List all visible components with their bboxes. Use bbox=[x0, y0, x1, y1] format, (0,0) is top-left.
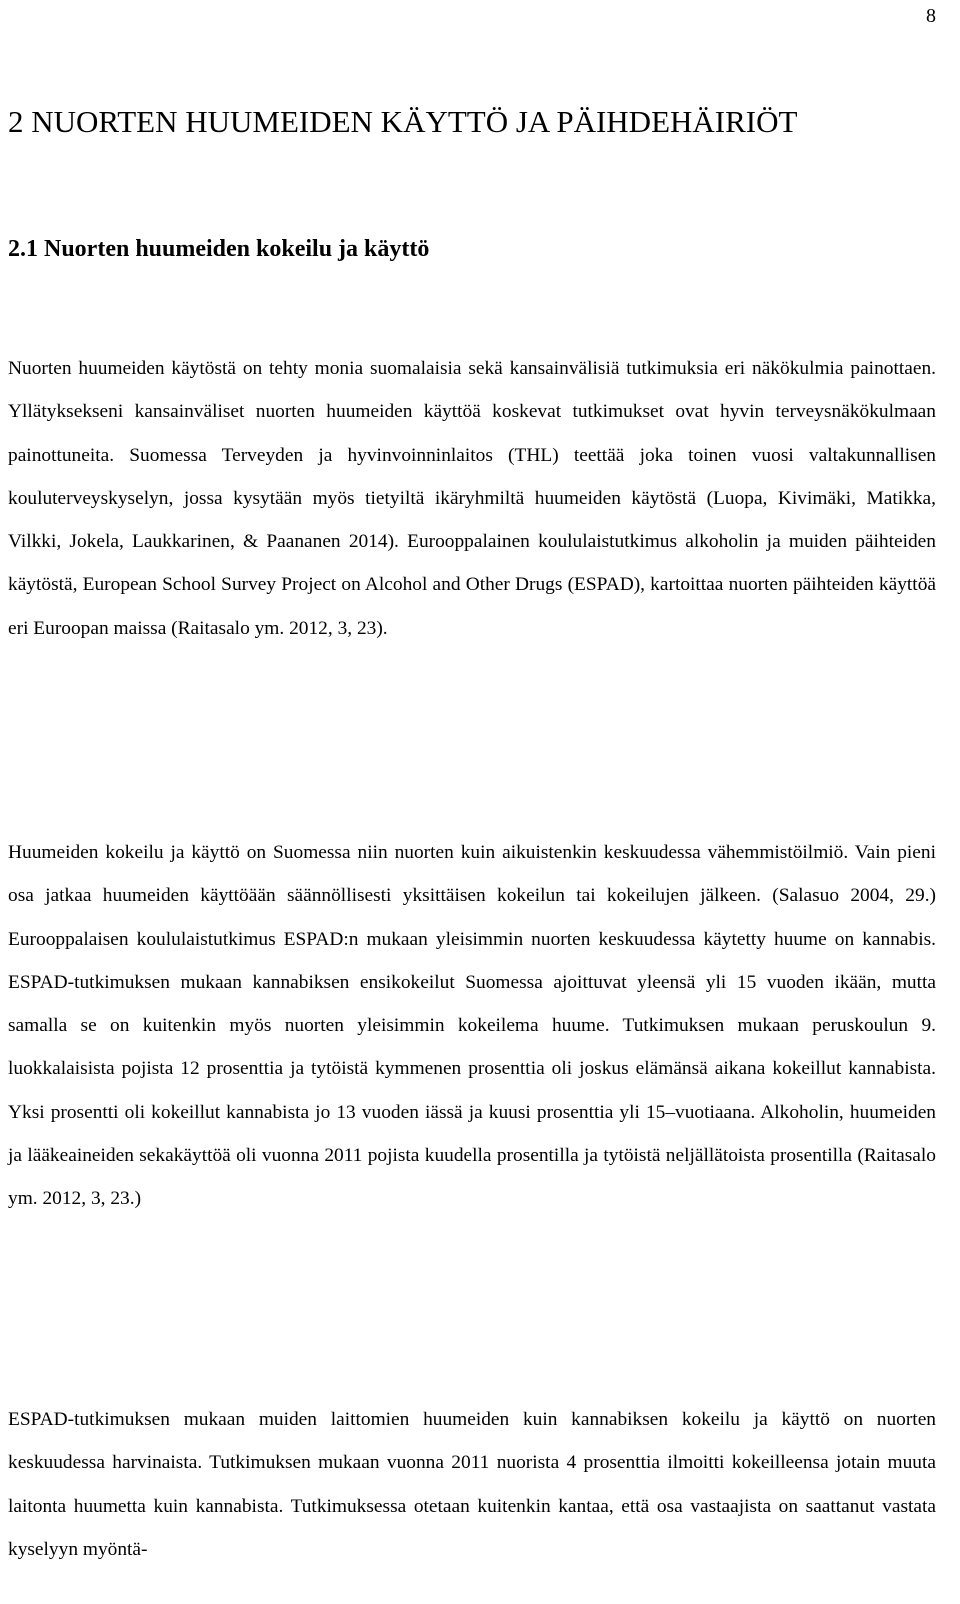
body-paragraph-1: Nuorten huumeiden käytöstä on tehty monia suomalaisia sekä kansainvälisiä tutkimuksia eri näkökulmia painottaen. Yllätyksekseni kansainväliset nuorten huumeiden käyttöä koskevat tutkimukset ovat hyvin terveysnäkökulmaan painottuneita. Suomessa Terveyden ja hyvinvoinninlaitos (THL) teettää joka toinen vuosi valtakunnallisen kouluterveyskyselyn, jossa kysytään myös tietyiltä ikäryhmiltä huumeiden käytöstä (Luopa, Kivimäki, Matikka, Vilkki, Jokela, Laukkarinen, & Paananen 2014). Eurooppalainen koululaistutkimus alkoholin ja muiden päihteiden käytöstä, European School Survey Project on Alcohol and Other Drugs (ESPAD), kartoittaa nuorten päihteiden käyttöä eri Euroopan maissa (Raitasalo ym. 2012, 3, 23). bbox=[8, 358, 936, 639]
body-paragraph-2: Huumeiden kokeilu ja käyttö on Suomessa niin nuorten kuin aikuistenkin keskuudessa vähemmistöilmiö. Vain pieni osa jatkaa huumeiden käyttöään säännöllisesti yksittäisen kokeilun tai kokeilujen jälkeen. (Salasuo 2004, 29.) Eurooppalaisen koululaistutkimus ESPAD:n mukaan yleisimmin nuorten keskuudessa käytetty huume on kannabis. ESPAD-tutkimuksen mukaan kannabiksen ensikokeilut Suomessa ajoittuvat yleensä yli 15 vuoden ikään, mutta samalla se on kuitenkin myös nuorten yleisimmin kokeilema huume. Tutkimuksen mukaan peruskoulun 9. luokkalaisista pojista 12 prosenttia ja tytöistä kymmenen prosenttia oli joskus elämänsä aikana kokeillut kannabista. Yksi prosentti oli kokeillut kannabista jo 13 vuoden iässä ja kuusi prosenttia yli 15–vuotiaana. Alkoholin, huumeiden ja lääkeaineiden sekakäyttöä oli vuonna 2011 pojista kuudella prosentilla ja tytöistä neljällätoista prosentilla (Raitasalo ym. 2012, 3, 23.) bbox=[8, 842, 936, 1210]
body-paragraph-3: ESPAD-tutkimuksen mukaan muiden laittomien huumeiden kuin kannabiksen kokeilu ja käyttö on nuorten keskuudessa harvinaista. Tutkimuksen mukaan vuonna 2011 nuorista 4 prosenttia ilmoitti kokeilleensa jotain muuta laitonta huumetta kuin kannabista. Tutkimuksessa otetaan kuitenkin kantaa, että osa vastaajista on saattanut vastata kyselyyn myöntä- bbox=[8, 1409, 936, 1560]
section-title: 2.1 Nuorten huumeiden kokeilu ja käyttö bbox=[8, 236, 430, 262]
chapter-title: 2 NUORTEN HUUMEIDEN KÄYTTÖ JA PÄIHDEHÄIRIÖT bbox=[8, 104, 798, 139]
page-number: 8 bbox=[926, 5, 936, 27]
